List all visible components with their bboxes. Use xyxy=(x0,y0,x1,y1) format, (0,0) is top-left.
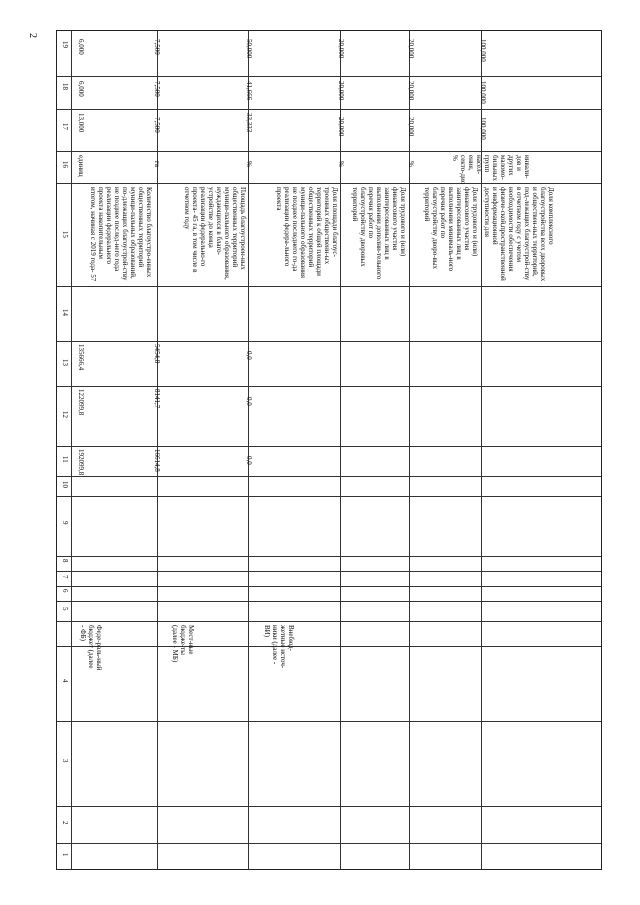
col-num-8: 8 xyxy=(61,559,69,563)
r5-c17: 20,000 xyxy=(407,117,415,137)
col-num-10: 10 xyxy=(61,481,69,488)
r2-c13: 5454,8 xyxy=(153,344,161,364)
col-num-7: 7 xyxy=(61,575,69,579)
col-num-2: 2 xyxy=(61,821,69,825)
col-num-4: 4 xyxy=(61,679,69,683)
r1-c5: Феде-раль-ный бюджет (далее - ФБ) xyxy=(79,625,103,671)
r5-c19: 20,000 xyxy=(407,39,415,59)
r2-c19: 7,500 xyxy=(153,39,161,55)
r2-c18: 7,500 xyxy=(153,81,161,97)
page-number: 2 xyxy=(27,33,38,38)
r3-c19: 50,000 xyxy=(245,39,253,59)
r2-c16: га xyxy=(153,161,161,167)
r3-c11: 0,0 xyxy=(245,456,253,465)
r1-c11: 192099,8 xyxy=(77,449,85,476)
r6-c19: 100,000 xyxy=(479,39,487,62)
col-num-12: 12 xyxy=(61,411,69,418)
r4-c19: 20,000 xyxy=(337,39,345,59)
r6-c18: 100,000 xyxy=(479,81,487,104)
col-num-6: 6 xyxy=(61,589,69,593)
r5-c16: % xyxy=(407,161,415,167)
r4-c18: 20,000 xyxy=(337,81,345,101)
r1-c17: 13,000 xyxy=(77,113,85,133)
r6-c17: 100,000 xyxy=(479,117,487,140)
r1-c13: 135666,4 xyxy=(77,344,85,371)
r3-c12: 0,0 xyxy=(245,397,253,406)
col-num-11: 11 xyxy=(61,456,69,463)
r6-c16: инвали-дов и других маломо-бильных групп насел-ения, секто-дио % xyxy=(451,155,531,185)
r5-c18: 20,000 xyxy=(407,81,415,101)
r2-c11: 16614,8 xyxy=(153,449,161,472)
r2-c17: 7,500 xyxy=(153,117,161,133)
col-num-16: 16 xyxy=(61,161,69,168)
col-num-3: 3 xyxy=(61,759,69,763)
r3-c15: Доля площади благоус-троенных общественн-ых территорий к общей площади общественных территорий муници-пального образования не позднее последнего го-да реализации федера-льного проекта xyxy=(275,187,339,278)
r4-c15: Доля трудового и (или) финансового участия заинтересованных лиц в выполнении дополни-тельного перечня работ по благоустройству дворовых территорий xyxy=(351,187,407,280)
col-num-19: 19 xyxy=(61,41,69,48)
r1-c16: единиц xyxy=(77,155,85,177)
rotated-table xyxy=(56,30,602,870)
r3-c17: 33,333 xyxy=(245,113,253,133)
r3-c18: 41,666 xyxy=(245,81,253,101)
r5-c15: Доля трудового и (или) финансового участия заинтересованных лиц в выполнении минималь-ного перечня работ по благоустройству дворо-вых территорий xyxy=(423,187,479,272)
r3-c13: 0,0 xyxy=(245,351,253,360)
r2-c5: Мест-ные бюдже-ты (далее - МБ) xyxy=(171,625,195,663)
r1-c18: 6,000 xyxy=(77,81,85,97)
r2-c15: Площадь благоустроен-ных общественных территорий муници-пального образования, нуждающихся в благо-устройстве до конца реализации федерально-го проекта- 45 га, в том числе в отчетном году xyxy=(183,187,247,280)
r6-c15: Доля комплексного благоустройства всех дворовых и обществен-ных территорий, под-лежащих благоустрой-ству в отчетном году с учетом необходимости обеспечения физиче-ской,пространственной и информационной доступности для xyxy=(483,187,555,282)
r2-c12: 8141,7 xyxy=(153,389,161,409)
col-num-15: 15 xyxy=(61,231,69,238)
col-num-5: 5 xyxy=(61,607,69,611)
r1-c12: 122099,8 xyxy=(77,389,85,416)
col-num-9: 9 xyxy=(61,521,69,525)
col-num-17: 17 xyxy=(61,123,69,130)
r4-c17: 20,000 xyxy=(337,117,345,137)
col-num-14: 14 xyxy=(61,309,69,316)
r3-c16: % xyxy=(245,161,253,167)
r1-c15: Количество благоустро-енных общественных территорий муници-пальных образований, по-длежащих благоустрой-ству не позднее послед-него года реализации федерального проекта накопительным итогом, начиная с 2019 года- 57 xyxy=(89,187,153,282)
col-num-18: 18 xyxy=(61,83,69,90)
r1-c19: 6,000 xyxy=(77,39,85,55)
r3-c5: Внебюд-жетные источ-ники (далее - ВИ) xyxy=(263,625,295,669)
col-num-13: 13 xyxy=(61,359,69,366)
col-num-1: 1 xyxy=(61,853,69,857)
r4-c16: % xyxy=(337,161,345,167)
